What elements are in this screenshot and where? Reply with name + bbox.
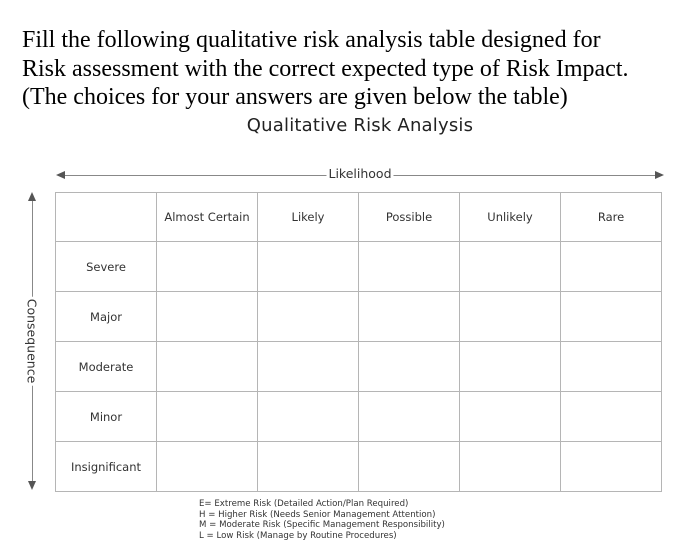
risk-cell[interactable] <box>460 292 561 342</box>
arrow-left-icon <box>56 171 65 179</box>
arrow-down-icon <box>28 481 36 490</box>
risk-cell[interactable] <box>258 342 359 392</box>
table-header-row <box>56 193 662 242</box>
risk-cell[interactable] <box>460 242 561 292</box>
arrow-right-icon <box>655 171 664 179</box>
risk-cell[interactable] <box>157 392 258 442</box>
row-header: Moderate <box>56 342 157 392</box>
table-row <box>56 442 662 492</box>
arrow-up-icon <box>28 192 36 201</box>
risk-cell[interactable] <box>561 242 662 292</box>
question-text <box>22 26 692 112</box>
risk-cell[interactable] <box>561 442 662 492</box>
risk-cell[interactable] <box>157 242 258 292</box>
table-row <box>56 292 662 342</box>
risk-cell[interactable] <box>258 242 359 292</box>
risk-cell[interactable] <box>359 342 460 392</box>
risk-legend <box>199 499 445 541</box>
risk-cell[interactable] <box>258 442 359 492</box>
row-header: Severe <box>56 242 157 292</box>
column-header: Almost Certain <box>157 193 258 242</box>
row-header: Minor <box>56 392 157 442</box>
corner-cell <box>56 193 157 242</box>
consequence-label: Consequence <box>24 298 40 384</box>
risk-cell[interactable] <box>561 392 662 442</box>
question-line: (The choices for your answers are given below the table) <box>22 84 568 110</box>
table-title: Qualitative Risk Analysis <box>246 115 474 136</box>
table-row <box>56 342 662 392</box>
risk-cell[interactable] <box>561 292 662 342</box>
risk-cell[interactable] <box>359 292 460 342</box>
risk-cell[interactable] <box>157 292 258 342</box>
legend-item: M = Moderate Risk (Specific Management Responsibility) <box>199 520 445 530</box>
risk-cell[interactable] <box>157 342 258 392</box>
column-header: Rare <box>561 193 662 242</box>
row-header: Insignificant <box>56 442 157 492</box>
column-header: Unlikely <box>460 193 561 242</box>
risk-table <box>55 192 662 492</box>
risk-cell[interactable] <box>561 342 662 392</box>
risk-cell[interactable] <box>359 442 460 492</box>
column-header: Likely <box>258 193 359 242</box>
table-row <box>56 392 662 442</box>
likelihood-label: Likelihood <box>328 166 392 181</box>
table-row <box>56 242 662 292</box>
risk-cell[interactable] <box>359 242 460 292</box>
risk-cell[interactable] <box>258 292 359 342</box>
column-header: Possible <box>359 193 460 242</box>
question-line: Risk assessment with the correct expected type of Risk Impact. <box>22 55 629 82</box>
risk-cell[interactable] <box>258 392 359 442</box>
legend-item: E= Extreme Risk (Detailed Action/Plan Required) <box>199 499 409 509</box>
risk-cell[interactable] <box>460 442 561 492</box>
risk-cell[interactable] <box>460 392 561 442</box>
risk-cell[interactable] <box>460 342 561 392</box>
risk-cell[interactable] <box>157 442 258 492</box>
legend-item: H = Higher Risk (Needs Senior Management Attention) <box>199 509 436 520</box>
row-header: Major <box>56 292 157 342</box>
risk-cell[interactable] <box>359 392 460 442</box>
question-line: Fill the following qualitative risk analysis table designed for <box>22 27 601 53</box>
legend-item: L = Low Risk (Manage by Routine Procedures) <box>199 530 397 541</box>
